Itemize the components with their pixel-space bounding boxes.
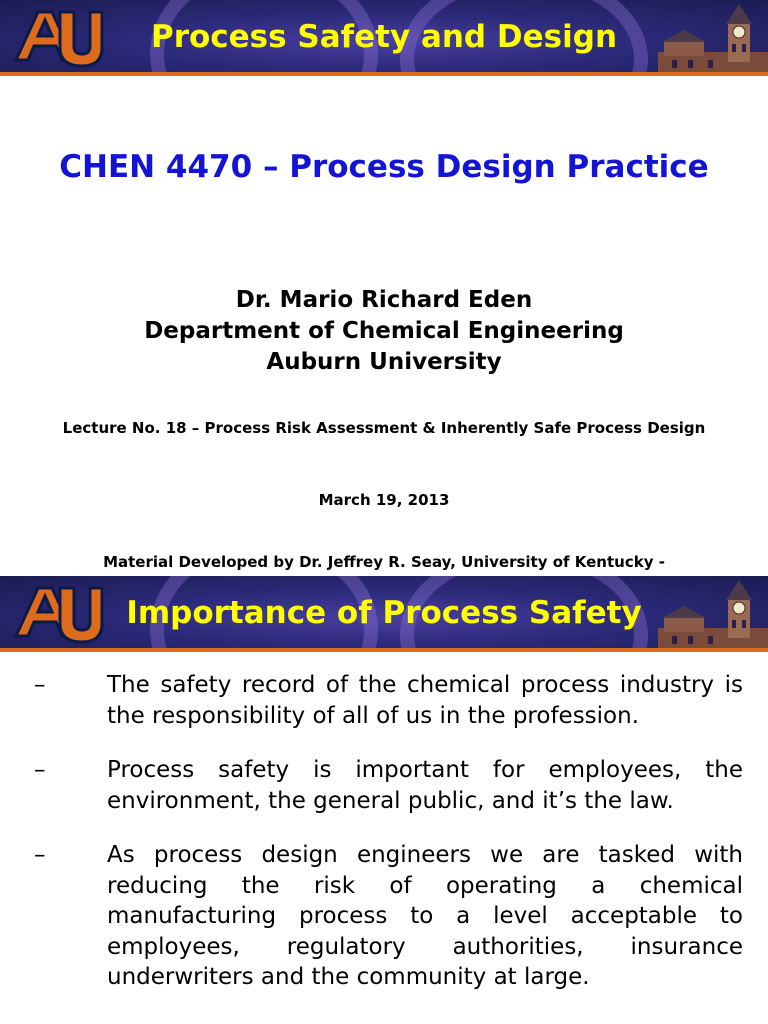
clock-tower-icon	[658, 576, 768, 652]
content-slide	[0, 576, 768, 1024]
university: Auburn University	[266, 349, 502, 375]
bullet-marker: –	[34, 842, 46, 868]
clock-tower-icon	[658, 0, 768, 76]
slide-banner	[0, 0, 768, 76]
author-block	[0, 285, 768, 378]
banner-orange-band	[0, 648, 768, 652]
lecture-date: March 19, 2013	[318, 491, 450, 509]
lecture-title: Lecture No. 18 – Process Risk Assessment & Inherently Safe Process Design	[62, 419, 706, 437]
bullet-text: The safety record of the chemical process industry is the responsibility of all of us in the profession.	[107, 672, 743, 729]
bullet-marker: –	[34, 672, 46, 698]
bullet-list	[0, 670, 768, 1017]
bullet-item	[0, 755, 768, 816]
banner-title: Importance of Process Safety	[126, 595, 642, 631]
banner-title: Process Safety and Design	[150, 19, 618, 56]
bullet-item	[0, 670, 768, 731]
bullet-text: Process safety is important for employees, the environment, the general public, and it’s the law.	[107, 757, 743, 814]
course-title: CHEN 4470 – Process Design Practice	[59, 149, 709, 185]
material-credit: Material Developed by Dr. Jeffrey R. Seay, University of Kentucky -	[103, 553, 665, 571]
au-logo-icon	[10, 6, 106, 70]
au-logo-icon	[10, 582, 106, 646]
department: Department of Chemical Engineering	[144, 318, 624, 344]
author-name: Dr. Mario Richard Eden	[235, 287, 533, 313]
bullet-marker: –	[34, 757, 46, 783]
bullet-text: As process design engineers we are tasked with reducing the risk of operating a chemical manufacturing process to a level acceptable to employees, regulatory authorities, insurance underwriters and the community at large.	[107, 842, 743, 990]
bullet-item	[0, 840, 768, 993]
